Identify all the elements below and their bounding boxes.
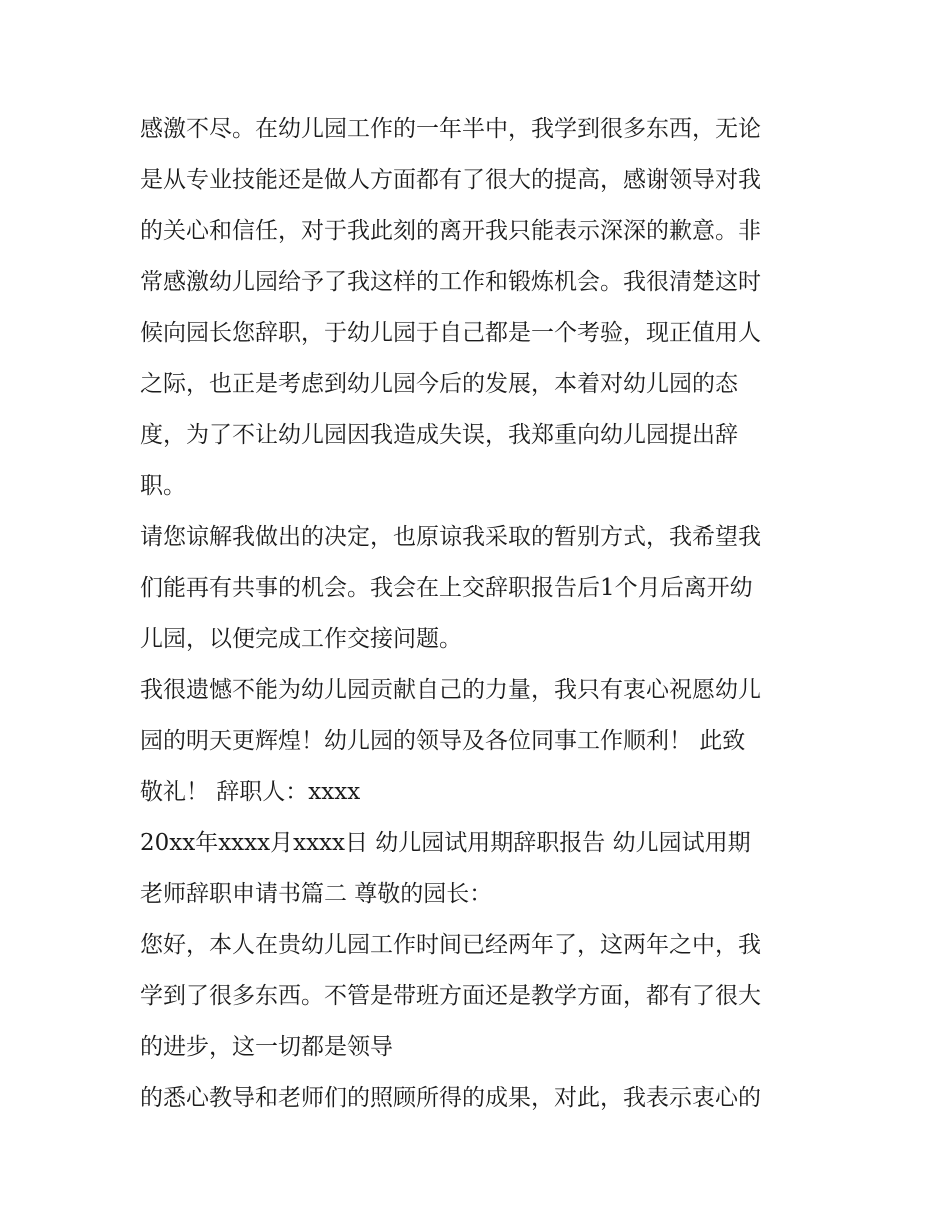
text-line: 的悉心教导和老师们的照顾所得的成果，对此，我表示衷心的 bbox=[140, 1085, 761, 1111]
text-line: 的关心和信任，对于我此刻的离开我只能表示深深的歉意。非 bbox=[140, 218, 761, 244]
text-line: 职。 bbox=[140, 473, 186, 499]
text-line: 儿园，以便完成工作交接问题。 bbox=[140, 626, 462, 652]
text-line: 感激不尽。在幼儿园工作的一年半中，我学到很多东西，无论 bbox=[140, 116, 761, 142]
document-body bbox=[140, 104, 820, 1124]
text-line: 园的明天更辉煌！幼儿园的领导及各位同事工作顺利！ 此致 bbox=[140, 728, 746, 754]
text-line: 学到了很多东西。不管是带班方面还是教学方面，都有了很大 bbox=[140, 983, 761, 1009]
text-line: 是从专业技能还是做人方面都有了很大的提高，感谢领导对我 bbox=[140, 167, 761, 193]
text-line: 20xx年xxxx月xxxx日 幼儿园试用期辞职报告 幼儿园试用期 bbox=[140, 830, 751, 856]
text-line: 的进步，这一切都是领导 bbox=[140, 1034, 393, 1060]
text-line: 我很遗憾不能为幼儿园贡献自己的力量，我只有衷心祝愿幼儿 bbox=[140, 677, 761, 703]
text-line: 请您谅解我做出的决定，也原谅我采取的暂别方式，我希望我 bbox=[140, 524, 761, 550]
text-line: 您好，本人在贵幼儿园工作时间已经两年了，这两年之中，我 bbox=[140, 932, 761, 958]
text-line: 老师辞职申请书篇二 尊敬的园长： bbox=[140, 881, 493, 907]
text-line: 们能再有共事的机会。我会在上交辞职报告后1个月后离开幼 bbox=[140, 575, 753, 601]
text-line: 之际，也正是考虑到幼儿园今后的发展，本着对幼儿园的态 bbox=[140, 371, 738, 397]
text-line: 敬礼！ 辞职人：xxxx bbox=[140, 779, 361, 805]
text-line: 度，为了不让幼儿园因我造成失误，我郑重向幼儿园提出辞 bbox=[140, 422, 738, 448]
text-line: 候向园长您辞职，于幼儿园于自己都是一个考验，现正值用人 bbox=[140, 320, 761, 346]
text-line: 常感激幼儿园给予了我这样的工作和锻炼机会。我很清楚这时 bbox=[140, 269, 761, 295]
